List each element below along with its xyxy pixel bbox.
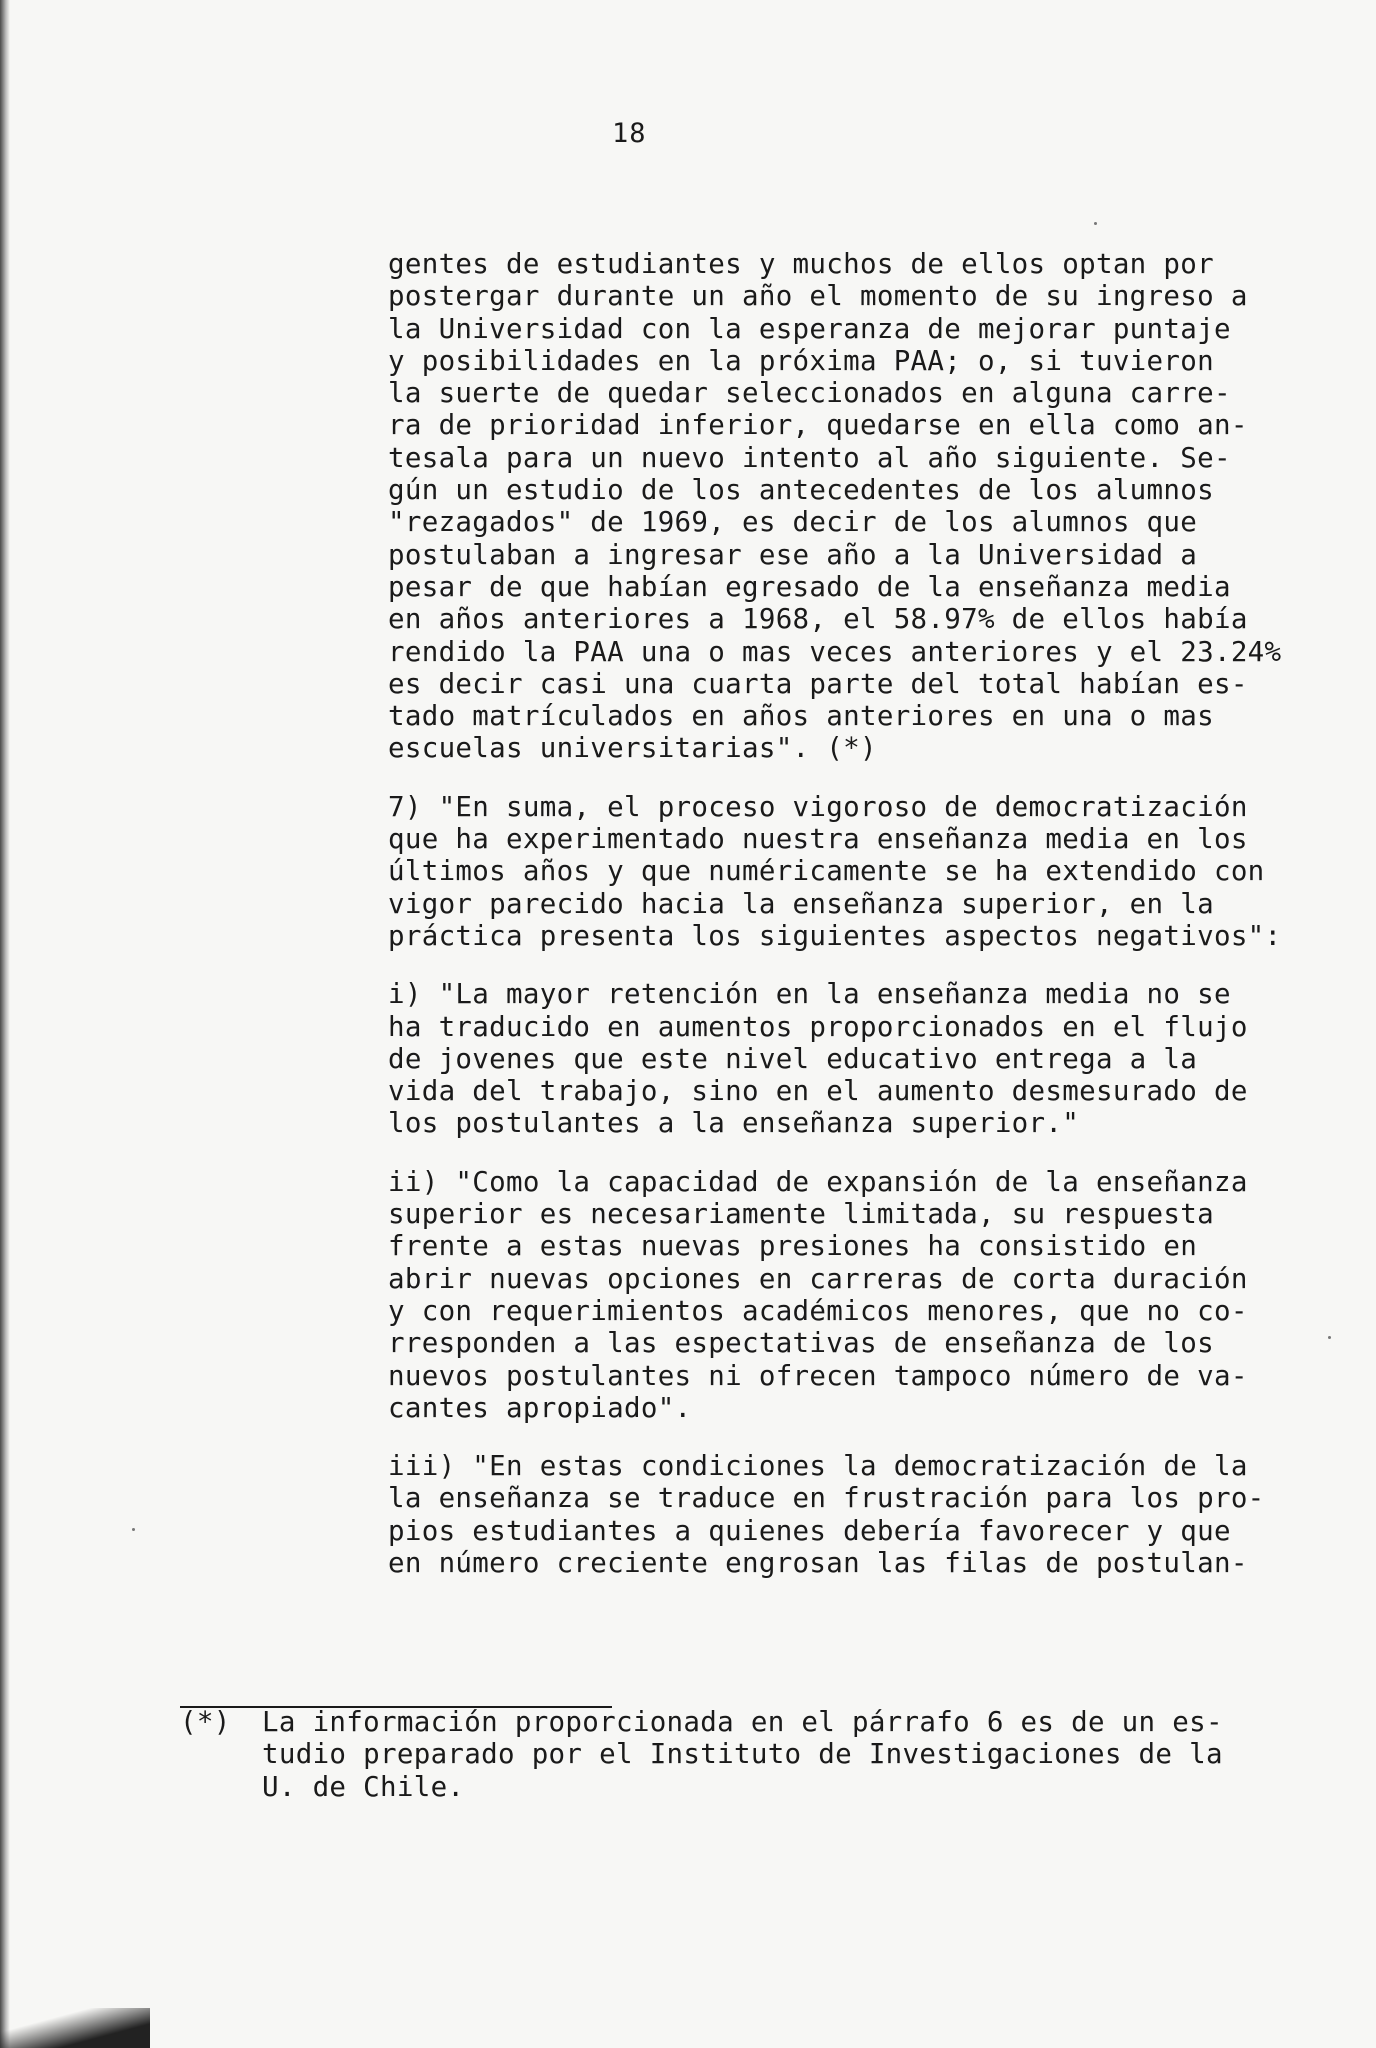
text-line: i) "La mayor retención en la enseñanza media no se xyxy=(388,978,1231,1011)
text-line: vida del trabajo, sino en el aumento desmesurado de xyxy=(388,1075,1248,1108)
text-line: gentes de estudiantes y muchos de ellos optan por xyxy=(388,248,1214,280)
text-line: vigor parecido hacia la enseñanza superior, en la xyxy=(388,887,1214,920)
text-line: y posibilidades en la próxima PAA; o, si tuvieron xyxy=(388,344,1214,377)
text-line: superior es necesariamente limitada, su respuesta xyxy=(388,1198,1214,1231)
scan-speck xyxy=(1328,1336,1331,1339)
text-line: iii) "En estas condiciones la democratización de la xyxy=(388,1450,1248,1483)
text-line: frente a estas nuevas presiones ha consistido en xyxy=(388,1230,1198,1263)
text-line: pios estudiantes a quienes debería favorecer y que xyxy=(388,1514,1231,1547)
text-line: nuevos postulantes ni ofrecen tampoco número de va- xyxy=(388,1359,1248,1392)
text-line: abrir nuevas opciones en carreras de corta duración xyxy=(388,1262,1248,1295)
text-line: la enseñanza se traduce en frustración para los pro- xyxy=(388,1482,1265,1515)
paragraph-gap xyxy=(388,1424,1328,1450)
text-line: que ha experimentado nuestra enseñanza media en los xyxy=(388,823,1248,856)
text-line: de jovenes que este nivel educativo entrega a la xyxy=(388,1042,1198,1075)
text-line: en número creciente engrosan las filas de postulan- xyxy=(388,1546,1248,1579)
scan-speck xyxy=(1094,222,1097,225)
text-line: ha traducido en aumentos proporcionados en el flujo xyxy=(388,1010,1248,1043)
paragraph-gap xyxy=(388,952,1328,978)
text-line: postergar durante un año el momento de su ingreso a xyxy=(388,280,1248,313)
text-line: últimos años y que numéricamente se ha extendido con xyxy=(388,855,1265,888)
scan-speck xyxy=(132,1528,135,1531)
text-line: tesala para un nuevo intento al año siguiente. Se- xyxy=(388,441,1231,474)
text-line: tado matrículados en años anteriores en una o mas xyxy=(388,700,1214,733)
text-line: la suerte de quedar seleccionados en alguna carre- xyxy=(388,377,1231,410)
text-line: ra de prioridad inferior, quedarse en ella como an- xyxy=(388,409,1248,442)
text-line: postulaban a ingresar ese año a la Universidad a xyxy=(388,538,1198,571)
scan-corner-shadow xyxy=(0,2008,150,2048)
text-line: escuelas universitarias". (*) xyxy=(388,732,877,765)
body-text xyxy=(388,248,1328,1579)
page-edge-shadow xyxy=(0,0,10,2048)
text-line: cantes apropiado". xyxy=(388,1391,692,1424)
footnote-line: (*) La información proporcionada en el párrafo 6 es de un es- xyxy=(180,1706,1223,1738)
text-line: la Universidad con la esperanza de mejorar puntaje xyxy=(388,312,1231,345)
text-line: práctica presenta los siguientes aspectos negativos": xyxy=(388,919,1282,952)
footnote xyxy=(180,1706,1300,1803)
paragraph-gap xyxy=(388,1140,1328,1166)
text-line: gún un estudio de los antecedentes de los alumnos xyxy=(388,474,1214,507)
footnote-line: U. de Chile. xyxy=(262,1770,465,1803)
text-line: ii) "Como la capacidad de expansión de la enseñanza xyxy=(388,1165,1248,1198)
text-line: pesar de que habían egresado de la enseñanza media xyxy=(388,570,1231,603)
paragraph-gap xyxy=(388,765,1328,791)
text-line: 7) "En suma, el proceso vigoroso de democratización xyxy=(388,790,1248,823)
text-line: y con requerimientos académicos menores, que no co- xyxy=(388,1294,1248,1327)
text-line: rendido la PAA una o mas veces anteriores y el 23.24% xyxy=(388,635,1282,668)
text-line: en años anteriores a 1968, el 58.97% de ellos había xyxy=(388,603,1248,636)
text-line: es decir casi una cuarta parte del total habían es- xyxy=(388,667,1248,700)
footnote-line: tudio preparado por el Instituto de Investigaciones de la xyxy=(262,1738,1223,1771)
text-line: los postulantes a la enseñanza superior." xyxy=(388,1107,1080,1140)
page-number: 18 xyxy=(612,118,647,149)
text-line: "rezagados" de 1969, es decir de los alumnos que xyxy=(388,506,1198,539)
footnote-marker: (*) xyxy=(180,1706,231,1738)
text-line: rresponden a las espectativas de enseñanza de los xyxy=(388,1327,1214,1360)
